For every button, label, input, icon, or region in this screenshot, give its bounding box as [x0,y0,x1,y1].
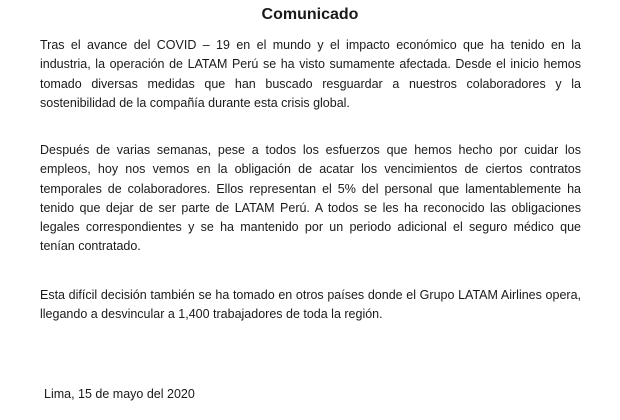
document-title: Comunicado [261,6,359,23]
paragraph-regional-layoffs: Esta difícil decisión también se ha tomado en otros países donde el Grupo LATAM Airlines opera, llegando a desvincular a 1,400 trabajadores de toda la región. [40,288,581,322]
paragraph-contract-terminations: Después de varias semanas, pese a todos los esfuerzos que hemos hecho por cuidar los empleos, hoy nos vemos en la obligación de acatar los vencimientos de ciertos contratos temporales de colaboradores. Ellos representan el 5% del personal que lamentablemente ha tenido que dejar de ser parte de LATAM Perú. A todos se les ha reconocido las obligaciones legales correspondientes y se ha mantenido por un periodo adicional el seguro médico que tenían contratado. [40,143,581,254]
paragraph-covid-impact: Tras el avance del COVID – 19 en el mundo y el impacto económico que ha tenido en la industria, la operación de LATAM Perú se ha visto sumamente afectada. Desde el inicio hemos tomado diversas medidas que han buscado resguardar a nuestros colaboradores y la sostenibilidad de la compañía durante esta crisis global. [40,38,581,110]
date-line: Lima, 15 de mayo del 2020 [44,387,195,401]
